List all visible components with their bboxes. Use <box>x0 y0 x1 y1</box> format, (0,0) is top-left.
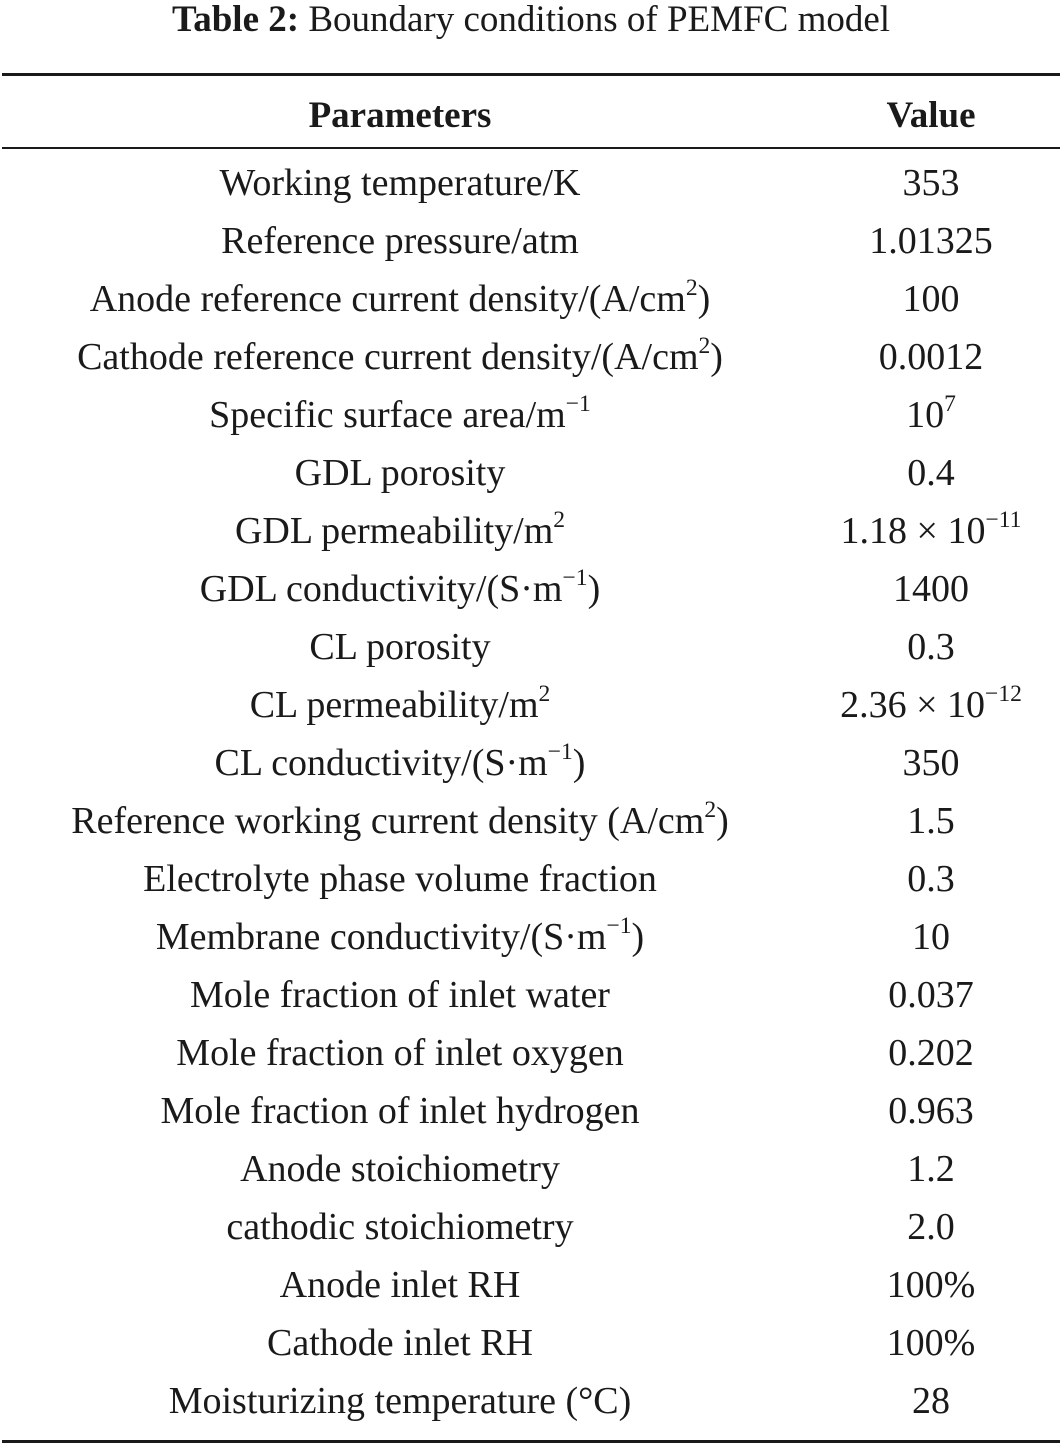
parameter-cell <box>0 212 800 270</box>
parameter-cell <box>0 1372 800 1430</box>
value-cell <box>800 908 1062 966</box>
value-cell <box>800 270 1062 328</box>
value-text: 0.3 <box>907 626 955 668</box>
header-parameters: Parameters <box>308 94 492 136</box>
parameter-superscript: 2 <box>704 797 717 823</box>
table-row <box>0 1198 1062 1256</box>
table-row <box>0 212 1062 270</box>
value-text: 0.202 <box>888 1032 974 1074</box>
parameter-cell <box>0 502 800 560</box>
value-text: 2.0 <box>907 1206 955 1248</box>
value-text: 0.3 <box>907 858 955 900</box>
parameter-suffix: ) <box>697 278 711 320</box>
parameter-text: GDL porosity <box>294 452 506 494</box>
parameter-suffix: ) <box>716 800 729 842</box>
value-cell <box>800 850 1062 908</box>
parameter-cell <box>0 850 800 908</box>
parameter-text: cathodic stoichiometry <box>226 1206 574 1248</box>
table-row <box>0 502 1062 560</box>
parameter-cell <box>0 734 800 792</box>
parameter-cell <box>0 444 800 502</box>
parameter-text: Cathode reference current density/(A/cm <box>77 336 699 378</box>
table-row <box>0 618 1062 676</box>
parameter-text: Anode reference current density/(A/cm <box>89 278 686 320</box>
table-row <box>0 676 1062 734</box>
table-row <box>0 1256 1062 1314</box>
parameter-superscript: −1 <box>562 565 588 591</box>
top-rule <box>2 73 1060 76</box>
value-text: 350 <box>902 742 960 784</box>
parameter-text: Reference pressure/atm <box>221 220 579 262</box>
parameter-cell <box>0 1140 800 1198</box>
parameter-cell <box>0 618 800 676</box>
value-text: 100% <box>886 1322 976 1364</box>
parameter-text: Mole fraction of inlet water <box>190 974 610 1016</box>
parameter-text: CL permeability/m <box>249 684 539 726</box>
value-cell <box>800 618 1062 676</box>
value-text: 10 <box>906 394 945 436</box>
value-cell <box>800 444 1062 502</box>
parameter-cell <box>0 1314 800 1372</box>
value-cell <box>800 560 1062 618</box>
parameter-cell <box>0 1198 800 1256</box>
table-label: Table 2: <box>171 0 300 40</box>
table-row <box>0 560 1062 618</box>
table-row <box>0 154 1062 212</box>
value-cell <box>800 676 1062 734</box>
value-cell <box>800 1372 1062 1430</box>
value-cell <box>800 154 1062 212</box>
table-row <box>0 966 1062 1024</box>
value-text: 1.18 × 10 <box>840 510 986 552</box>
parameter-superscript: 2 <box>685 275 698 301</box>
value-cell <box>800 386 1062 444</box>
value-text: 1.01325 <box>869 220 993 262</box>
value-text: 2.36 × 10 <box>840 684 986 726</box>
parameter-text: Anode inlet RH <box>279 1264 521 1306</box>
parameter-suffix: ) <box>710 336 723 378</box>
value-text: 353 <box>902 162 960 204</box>
parameter-text: Mole fraction of inlet oxygen <box>176 1032 624 1074</box>
parameter-superscript: −1 <box>565 391 591 417</box>
parameter-cell <box>0 676 800 734</box>
value-cell <box>800 966 1062 1024</box>
value-cell <box>800 1198 1062 1256</box>
bottom-rule <box>2 1440 1060 1443</box>
table-row <box>0 328 1062 386</box>
value-text: 28 <box>912 1380 950 1422</box>
parameter-text: GDL permeability/m <box>234 510 554 552</box>
value-cell <box>800 502 1062 560</box>
table-row <box>0 1372 1062 1430</box>
parameter-superscript: 2 <box>553 507 566 533</box>
parameter-text: Moisturizing temperature (°C) <box>168 1380 632 1422</box>
value-text: 1.5 <box>907 800 955 842</box>
value-cell <box>800 328 1062 386</box>
parameter-cell <box>0 1024 800 1082</box>
value-text: 10 <box>912 916 950 958</box>
header-value: Value <box>886 94 976 136</box>
header-row <box>0 84 1062 146</box>
parameter-suffix: ) <box>587 568 601 610</box>
value-text: 100 <box>902 278 960 320</box>
parameter-superscript: −1 <box>606 913 632 939</box>
value-superscript: −11 <box>985 507 1022 533</box>
table-row <box>0 270 1062 328</box>
parameter-cell <box>0 792 800 850</box>
value-cell <box>800 212 1062 270</box>
table-body <box>0 146 1062 1430</box>
parameter-text: Specific surface area/m <box>209 394 566 436</box>
parameter-text: Reference working current density (A/cm <box>71 800 705 842</box>
parameter-text: Anode stoichiometry <box>240 1148 560 1190</box>
value-cell <box>800 1082 1062 1140</box>
table-caption <box>0 0 1062 44</box>
table-row <box>0 1082 1062 1140</box>
parameter-cell <box>0 386 800 444</box>
value-text: 1.2 <box>907 1148 955 1190</box>
parameters-table <box>0 84 1062 1430</box>
parameter-cell <box>0 270 800 328</box>
value-cell <box>800 1024 1062 1082</box>
parameter-superscript: 2 <box>538 681 551 707</box>
parameter-cell <box>0 154 800 212</box>
parameter-cell <box>0 328 800 386</box>
value-cell <box>800 1314 1062 1372</box>
table-row <box>0 1024 1062 1082</box>
table-row <box>0 1140 1062 1198</box>
parameter-suffix: ) <box>572 742 586 784</box>
table-row <box>0 386 1062 444</box>
parameter-superscript: −1 <box>547 739 573 765</box>
table-row <box>0 792 1062 850</box>
value-text: 1400 <box>893 568 969 610</box>
value-text: 0.963 <box>888 1090 974 1132</box>
table-row <box>0 1314 1062 1372</box>
value-text: 0.037 <box>888 974 974 1016</box>
header-spacer <box>0 146 1062 154</box>
value-text: 0.4 <box>907 452 955 494</box>
parameter-cell <box>0 908 800 966</box>
value-cell <box>800 1256 1062 1314</box>
parameter-superscript: 2 <box>698 333 711 359</box>
value-superscript: −12 <box>985 681 1022 707</box>
parameter-cell <box>0 1082 800 1140</box>
table-title: Boundary conditions of PEMFC model <box>308 0 891 40</box>
table-row <box>0 734 1062 792</box>
parameter-text: Working temperature/K <box>219 162 581 204</box>
value-text: 100% <box>886 1264 976 1306</box>
parameter-cell <box>0 560 800 618</box>
parameter-cell <box>0 1256 800 1314</box>
parameter-suffix: ) <box>631 916 645 958</box>
value-text: 0.0012 <box>878 336 984 378</box>
table-row <box>0 908 1062 966</box>
parameter-text: Mole fraction of inlet hydrogen <box>160 1090 640 1132</box>
parameter-text: CL conductivity/(S·m <box>214 742 548 784</box>
table-row <box>0 850 1062 908</box>
parameter-cell <box>0 966 800 1024</box>
parameter-text: Cathode inlet RH <box>267 1322 533 1364</box>
parameter-text: GDL conductivity/(S·m <box>199 568 563 610</box>
value-cell <box>800 792 1062 850</box>
parameter-text: CL porosity <box>309 626 491 668</box>
table-row <box>0 444 1062 502</box>
value-superscript: 7 <box>944 391 956 417</box>
parameter-text: Electrolyte phase volume fraction <box>143 858 657 900</box>
parameter-text: Membrane conductivity/(S·m <box>155 916 607 958</box>
value-cell <box>800 734 1062 792</box>
value-cell <box>800 1140 1062 1198</box>
